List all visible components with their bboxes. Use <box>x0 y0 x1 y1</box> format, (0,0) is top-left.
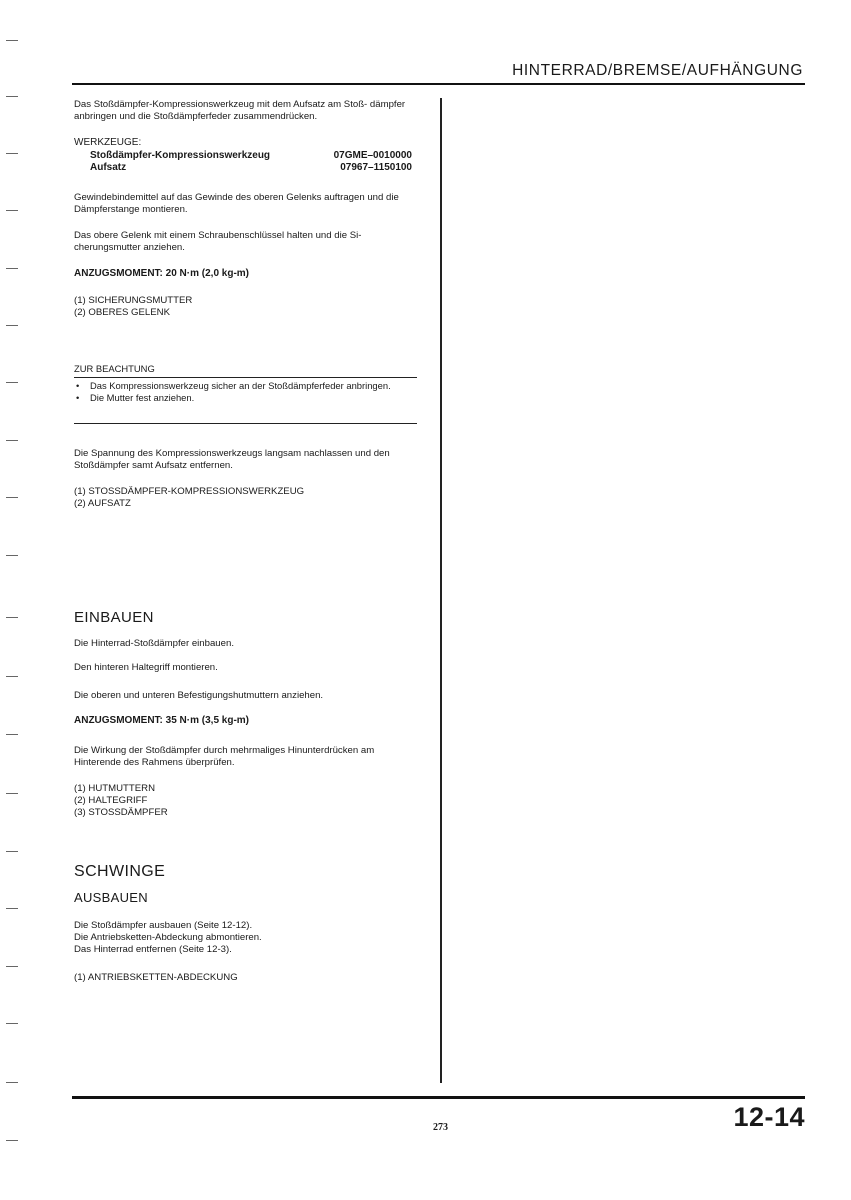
margin-mark <box>6 617 18 618</box>
margin-mark <box>6 268 18 269</box>
einbauen-step-3: Die oberen und unteren Befestigungshutmuttern anziehen. <box>74 690 324 701</box>
joint-paragraph: Das obere Gelenk mit einem Schraubenschlüssel halten und die Si- cherungsmutter anziehen. <box>74 230 362 254</box>
callout-list-1 <box>74 295 419 319</box>
tool-name: Stoßdämpfer-Kompressionswerkzeug <box>90 150 271 161</box>
ausbauen-step: Die Antriebsketten-Abdeckung abmontieren. <box>74 932 262 944</box>
callout-item: (1) SICHERUNGSMUTTER <box>74 295 193 306</box>
note-list <box>74 380 417 403</box>
tools-heading: WERKZEUGE: <box>74 137 142 148</box>
tool-name: Aufsatz <box>90 162 127 173</box>
margin-mark <box>6 40 18 41</box>
einbauen-step-1: Die Hinterrad-Stoßdämpfer einbauen. <box>74 638 234 649</box>
margin-mark <box>6 210 18 211</box>
bullet-icon: • <box>76 391 80 403</box>
margin-mark <box>6 440 18 441</box>
tool-number: 07967–1150100 <box>340 162 412 173</box>
margin-mark <box>6 325 18 326</box>
margin-mark <box>6 1023 18 1024</box>
note-title: ZUR BEACHTUNG <box>74 363 155 374</box>
tool-row <box>90 150 412 161</box>
ausbauen-subheading: AUSBAUEN <box>74 890 148 905</box>
callout-item: (2) AUFSATZ <box>74 498 131 510</box>
tool-number: 07GME–0010000 <box>333 150 412 161</box>
torque-spec-1: ANZUGSMOMENT: 20 N·m (2,0 kg-m) <box>74 268 250 279</box>
margin-mark <box>6 908 18 909</box>
margin-mark <box>6 793 18 794</box>
intro-paragraph: Das Stoßdämpfer-Kompressionswerkzeug mit dem Aufsatz am Stoß- dämpfer anbringen und die Stoßdämpferfeder zusammendrücken. <box>74 99 406 123</box>
margin-mark <box>6 966 18 967</box>
callout-list-4 <box>74 972 419 984</box>
schwinge-heading: SCHWINGE <box>74 863 166 880</box>
tool-row <box>90 162 412 173</box>
callout-item: (2) HALTEGRIFF <box>74 795 148 807</box>
callout-list-3 <box>74 783 419 820</box>
note-item-text: Das Kompressionswerkzeug sicher an der Stoßdämpferfeder anbringen. <box>90 380 391 391</box>
margin-mark <box>6 555 18 556</box>
ausbauen-step: Die Stoßdämpfer ausbauen (Seite 12-12). <box>74 920 253 931</box>
release-paragraph: Die Spannung des Kompressionswerkzeugs langsam nachlassen und den Stoßdämpfer samt Aufsatz entfernen. <box>74 448 390 472</box>
margin-mark <box>6 676 18 677</box>
note-item-text: Die Mutter fest anziehen. <box>90 391 195 403</box>
callout-item: (2) OBERES GELENK <box>74 307 170 319</box>
margin-mark <box>6 96 18 97</box>
note-top-rule <box>74 377 417 378</box>
einbauen-heading: EINBAUEN <box>74 609 154 626</box>
callout-item: (1) ANTRIEBSKETTEN-ABDECKUNG <box>74 972 238 983</box>
einbauen-step-2: Den hinteren Haltegriff montieren. <box>74 662 218 673</box>
footer-rule <box>72 1096 805 1099</box>
margin-mark <box>6 1082 18 1083</box>
margin-mark <box>6 734 18 735</box>
header-rule <box>72 83 805 85</box>
torque-spec-2: ANZUGSMOMENT: 35 N·m (3,5 kg-m) <box>74 715 250 726</box>
callout-item: (1) HUTMUTTERN <box>74 783 156 794</box>
margin-mark <box>6 382 18 383</box>
callout-item: (3) STOSSDÄMPFER <box>74 807 168 819</box>
section-page-number: 12-14 <box>733 1102 805 1132</box>
bullet-icon: • <box>76 380 80 391</box>
column-divider <box>440 98 442 1083</box>
page-header-title: HINTERRAD/BREMSE/AUFHÄNGUNG <box>512 62 803 79</box>
thread-paragraph: Gewindebindemittel auf das Gewinde des oberen Gelenks auftragen und die Dämpferstange montieren. <box>74 192 399 216</box>
note-item <box>74 392 417 404</box>
ausbauen-step: Das Hinterrad entfernen (Seite 12-3). <box>74 944 232 956</box>
margin-mark <box>6 1140 18 1141</box>
margin-mark <box>6 153 18 154</box>
page-number: 273 <box>433 1122 448 1133</box>
note-bottom-rule <box>74 423 417 424</box>
margin-mark <box>6 497 18 498</box>
ausbauen-steps <box>74 920 419 957</box>
callout-item: (1) STOSSDÄMPFER-KOMPRESSIONSWERKZEUG <box>74 486 305 497</box>
callout-list-2 <box>74 486 419 510</box>
margin-mark <box>6 851 18 852</box>
note-item <box>74 380 417 392</box>
einbauen-step-4: Die Wirkung der Stoßdämpfer durch mehrmaliges Hinunterdrücken am Hinterende des Rahmens überprüfen. <box>74 745 375 769</box>
